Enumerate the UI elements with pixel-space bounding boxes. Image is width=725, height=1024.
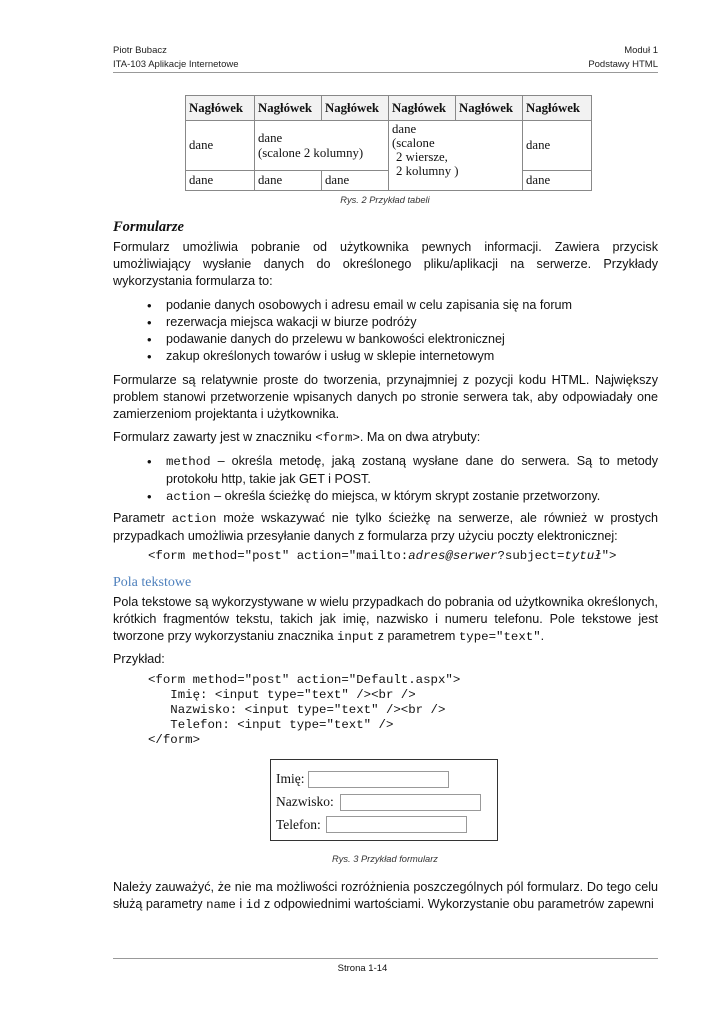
- text: .: [540, 629, 545, 643]
- code-block: [148, 673, 460, 748]
- list-item: [147, 453, 658, 488]
- table-cell: dane: [322, 171, 389, 191]
- text: Formularz zawarty jest w znaczniku: [113, 430, 316, 444]
- list-item: • zakup określonych towarów i usług w sklepie internetowym: [147, 348, 658, 365]
- cell-line: (scalone 2 kolumny): [258, 145, 364, 160]
- inline-code: id: [245, 898, 261, 912]
- table-cell-merged-cols: [255, 121, 389, 171]
- header-course: ITA-103 Aplikacje Internetowe: [113, 59, 239, 70]
- table-header-cell: Nagłówek: [456, 96, 523, 121]
- form-label-first-name: Imię:: [276, 771, 305, 786]
- table-cell: dane: [186, 171, 255, 191]
- code-part: ?subject=: [497, 549, 565, 563]
- code-part: ">: [601, 549, 617, 563]
- table-header-row: [186, 96, 592, 121]
- inline-code: action: [166, 490, 211, 504]
- paragraph: Formularz umożliwia pobranie od użytkownika pewnych informacji. Zawiera przycisk umożliwiający wysłanie danych do określonego pliku/aplikacji na serwerze. Przykłady wykorzystania formularza to:: [113, 240, 658, 288]
- list-item: • podawanie danych do przelewu w bankowości elektronicznej: [147, 331, 658, 348]
- inline-code: type="text": [458, 630, 541, 644]
- table-header-cell: Nagłówek: [322, 96, 389, 121]
- text: . Ma on dwa atrybuty:: [359, 430, 481, 444]
- figure-caption: Rys. 2 Przykład tabeli: [340, 195, 430, 205]
- table-header-cell: Nagłówek: [186, 96, 255, 121]
- cell-line: dane: [392, 122, 417, 136]
- first-name-input[interactable]: [308, 771, 449, 788]
- table-cell: dane: [186, 121, 255, 171]
- cell-line: dane: [258, 130, 283, 145]
- table-cell: dane: [523, 171, 592, 191]
- cell-line: 2 kolumny ): [396, 164, 459, 178]
- footer-rule: [113, 958, 658, 959]
- code-line: Nazwisko: <input type="text" /><br />: [148, 703, 446, 717]
- header-topic: Podstawy HTML: [588, 59, 658, 70]
- header-module: Moduł 1: [624, 45, 658, 56]
- text: Pola tekstowe są wykorzystywane w wielu przypadkach do pobrania od użytkownika określonych, krótkich fragmentów tekstu, takich jak imię, nazwisko i numeru telefonu. Pole tekstowe jest tworzone przy wykorzystaniu znacznika: [113, 595, 658, 643]
- code-line: <form method="post" action="Default.aspx">: [148, 673, 461, 687]
- example-list: [147, 297, 658, 365]
- paragraph: [113, 594, 658, 646]
- paragraph: Formularze są relatywnie proste do tworzenia, przynajmniej z pozycji kodu HTML. Największy problem stanowi przetworzenie wpisanych danych po stronie serwera tak, aby odpowiadały one zamierzeniom projektanta i użytkownika.: [113, 373, 658, 421]
- cell-line: (scalone: [392, 136, 435, 150]
- inline-code: method: [166, 455, 211, 469]
- list-item: • podanie danych osobowych i adresu email w celu zapisania się na forum: [147, 297, 658, 314]
- paragraph: [113, 429, 658, 447]
- code-line: Imię: <input type="text" /><br />: [148, 688, 416, 702]
- example-label: Przykład:: [113, 652, 165, 666]
- text: może wskazywać nie tylko ścieżkę na serwerze, ale również w prostych przypadkach umożliwia przesyłanie danych z formularza przy użyciu poczty elektronicznej:: [113, 511, 658, 543]
- code-part: tytuł: [564, 549, 602, 563]
- code-line: </form>: [148, 733, 201, 747]
- text: z parametrem: [374, 629, 459, 643]
- inline-code: input: [336, 630, 375, 644]
- paragraph: [113, 510, 658, 545]
- table-cell-merged-rows-cols: [389, 121, 523, 191]
- table-row: [186, 121, 592, 171]
- table-header-cell: Nagłówek: [523, 96, 592, 121]
- section-heading: Formularze: [113, 219, 184, 235]
- figure-caption: Rys. 3 Przykład formularz: [332, 854, 438, 864]
- code-mailto: [148, 549, 616, 564]
- header-author: Piotr Bubacz: [113, 45, 167, 56]
- code-line: Telefon: <input type="text" />: [148, 718, 394, 732]
- header-rule: [113, 72, 658, 73]
- page-number: Strona 1-14: [337, 963, 388, 974]
- code-part: adres@serwer: [408, 549, 498, 563]
- text: – określa metodę, jaką zostaną wysłane dane do serwera. Są to metody protokołu http, takie jak GET i POST.: [166, 454, 658, 486]
- section-heading: Pola tekstowe: [113, 575, 192, 590]
- attribute-list: [147, 453, 658, 506]
- inline-code: <form>: [315, 431, 360, 445]
- code-part: <form method="post" action="mailto:: [148, 549, 409, 563]
- paragraph: [113, 879, 658, 914]
- table-cell: dane: [255, 171, 322, 191]
- inline-code: action: [171, 512, 217, 526]
- text: Należy zauważyć, że nie ma możliwości rozróżnienia poszczególnych pól formularz. Do tego celu służą parametry: [113, 880, 658, 911]
- phone-input[interactable]: [326, 816, 467, 833]
- form-label-last-name: Nazwisko:: [276, 794, 334, 809]
- table-cell: dane: [523, 121, 592, 171]
- cell-line: 2 wiersze,: [396, 150, 448, 164]
- inline-code: name: [206, 898, 236, 912]
- list-item: • rezerwacja miejsca wakacji w biurze podróży: [147, 314, 658, 331]
- list-item: [147, 488, 658, 506]
- text: z odpowiednimi wartościami. Wykorzystanie obu parametrów zapewni: [260, 897, 654, 911]
- table-header-cell: Nagłówek: [255, 96, 322, 121]
- text: Parametr: [113, 511, 172, 525]
- text: i: [235, 897, 246, 911]
- form-label-phone: Telefon:: [276, 817, 321, 832]
- text: – określa ścieżkę do miejsca, w którym skrypt zostanie przetworzony.: [210, 489, 601, 503]
- form-example-figure: [270, 759, 498, 841]
- last-name-input[interactable]: [340, 794, 481, 811]
- example-table: [185, 95, 592, 191]
- table-header-cell: Nagłówek: [389, 96, 456, 121]
